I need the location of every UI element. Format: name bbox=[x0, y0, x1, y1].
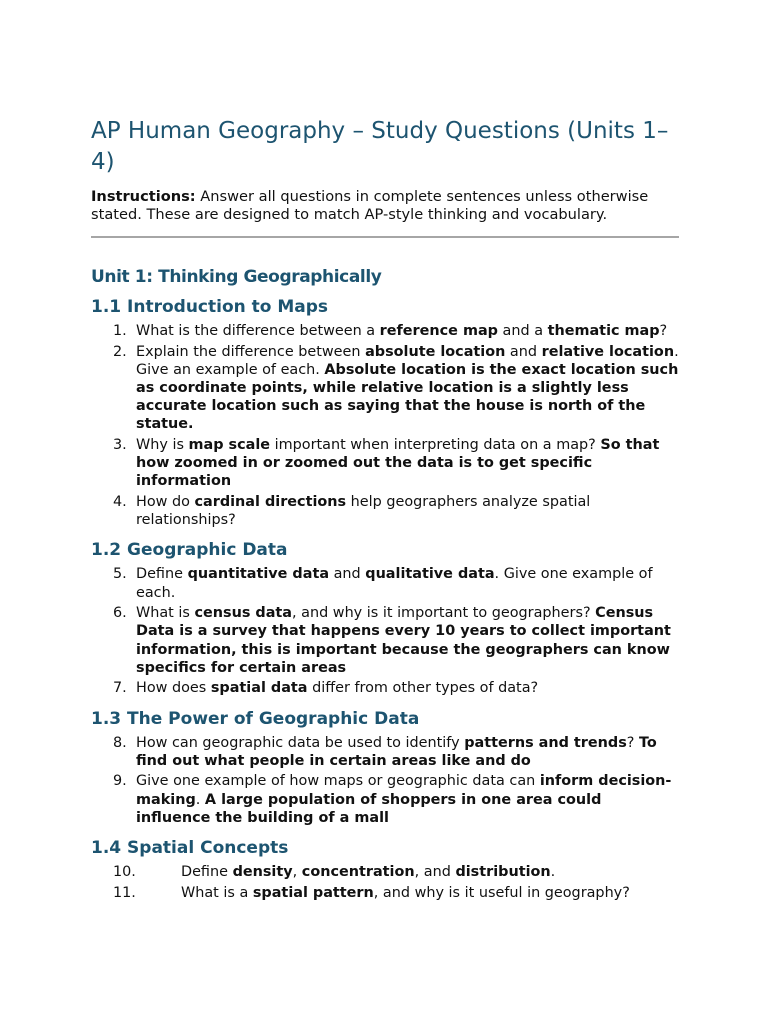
section-heading: 1.2 Geographic Data bbox=[91, 540, 288, 561]
instructions-paragraph bbox=[91, 188, 679, 224]
question-number: 6. bbox=[113, 605, 127, 622]
question-item bbox=[91, 772, 679, 827]
question-text: Define bbox=[181, 864, 233, 881]
question-emphasis: distribution bbox=[455, 864, 551, 881]
instructions-label: Instructions: bbox=[91, 188, 196, 205]
question-text: , bbox=[292, 864, 302, 881]
question-emphasis: inform decision-making bbox=[136, 773, 672, 808]
question-emphasis: census data bbox=[194, 605, 292, 622]
question-item bbox=[91, 734, 679, 770]
question-text: . Give an example of each. bbox=[136, 343, 679, 378]
question-number: 9. bbox=[113, 773, 127, 790]
question-text: . bbox=[550, 864, 556, 881]
question-text: How does bbox=[136, 680, 211, 697]
section-heading: 1.4 Spatial Concepts bbox=[91, 838, 289, 859]
question-number: 5. bbox=[113, 566, 127, 583]
question-item bbox=[91, 493, 679, 529]
question-item bbox=[91, 343, 679, 434]
question-text: ? bbox=[626, 734, 639, 751]
document-page bbox=[91, 116, 679, 904]
question-text: How can geographic data be used to identify bbox=[136, 734, 465, 751]
question-text: and bbox=[329, 566, 366, 583]
question-text: Give one example of how maps or geographic data can bbox=[136, 773, 540, 790]
horizontal-divider bbox=[91, 236, 679, 238]
question-number: 10. bbox=[113, 864, 136, 881]
question-emphasis: quantitative data bbox=[187, 566, 330, 583]
question-text: , and bbox=[414, 864, 456, 881]
question-item bbox=[91, 436, 679, 491]
instructions-text: Answer all questions in complete sentences unless otherwise stated. These are designed to match AP-style thinking and vocabulary. bbox=[91, 188, 649, 223]
unit-heading: Unit 1: Thinking Geographically bbox=[91, 267, 382, 287]
question-emphasis: patterns and trends bbox=[464, 734, 627, 751]
sections-container bbox=[91, 296, 679, 902]
question-text: How do bbox=[136, 494, 195, 510]
question-text: What is bbox=[136, 605, 195, 622]
section-heading: 1.1 Introduction to Maps bbox=[91, 297, 329, 317]
question-text: What is the difference between a bbox=[136, 323, 380, 339]
question-emphasis: thematic map bbox=[547, 323, 660, 339]
question-emphasis: So that how zoomed in or zoomed out the data is to get specific information bbox=[136, 437, 660, 490]
question-number: 4. bbox=[113, 494, 127, 510]
question-text: . Give one example of each. bbox=[136, 566, 653, 601]
question-item bbox=[91, 884, 679, 902]
question-text: Why is bbox=[136, 437, 189, 453]
question-emphasis: spatial pattern bbox=[252, 884, 374, 901]
question-number: 2. bbox=[113, 343, 127, 360]
question-emphasis: Census Data is a survey that happens every 10 years to collect important information, this is important because the geographers can know specifics for certain areas bbox=[136, 605, 671, 676]
question-emphasis: qualitative data bbox=[365, 566, 495, 583]
question-emphasis: To find out what people in certain areas like and do bbox=[136, 734, 657, 769]
question-emphasis: relative location bbox=[541, 343, 675, 360]
question-emphasis: cardinal directions bbox=[194, 494, 347, 510]
question-item bbox=[91, 604, 679, 677]
question-text: . bbox=[195, 791, 205, 808]
question-emphasis: spatial data bbox=[210, 680, 308, 697]
question-number: 1. bbox=[113, 323, 127, 339]
section-heading: 1.3 The Power of Geographic Data bbox=[91, 708, 420, 729]
question-number: 11. bbox=[113, 884, 136, 901]
question-text: differ from other types of data? bbox=[307, 680, 539, 697]
question-list bbox=[91, 863, 679, 902]
question-item bbox=[91, 322, 679, 340]
question-text: and bbox=[505, 343, 542, 360]
question-text: What is a bbox=[181, 884, 253, 901]
question-list bbox=[91, 322, 679, 529]
question-emphasis: concentration bbox=[301, 864, 415, 881]
question-text: help geographers analyze spatial relationships? bbox=[136, 494, 591, 529]
question-emphasis: absolute location bbox=[365, 343, 506, 360]
question-text: Explain the difference between bbox=[136, 343, 366, 360]
question-item bbox=[91, 565, 679, 601]
question-list bbox=[91, 734, 679, 827]
question-emphasis: map scale bbox=[188, 437, 271, 453]
question-number: 8. bbox=[113, 734, 127, 751]
question-text: and a bbox=[497, 323, 548, 339]
question-emphasis: A large population of shoppers in one area could influence the building of a mall bbox=[136, 791, 602, 826]
document-title: AP Human Geography – Study Questions (Units 1–4) bbox=[91, 118, 669, 175]
question-item bbox=[91, 863, 679, 881]
question-emphasis: Absolute location is the exact location such as coordinate points, while relative location is a slightly less accurate location such as saying that the house is north of the statue. bbox=[136, 361, 679, 433]
question-emphasis: density bbox=[232, 864, 293, 881]
question-text: Define bbox=[136, 566, 188, 583]
question-emphasis: reference map bbox=[379, 323, 498, 339]
question-item bbox=[91, 679, 679, 697]
question-list bbox=[91, 565, 679, 697]
question-text: ? bbox=[659, 323, 668, 339]
question-number: 3. bbox=[113, 437, 127, 453]
question-text: , and why is it useful in geography? bbox=[373, 884, 630, 901]
question-number: 7. bbox=[113, 680, 127, 697]
question-text: , and why is it important to geographers? bbox=[292, 605, 596, 622]
question-text: important when interpreting data on a map? bbox=[270, 437, 601, 453]
